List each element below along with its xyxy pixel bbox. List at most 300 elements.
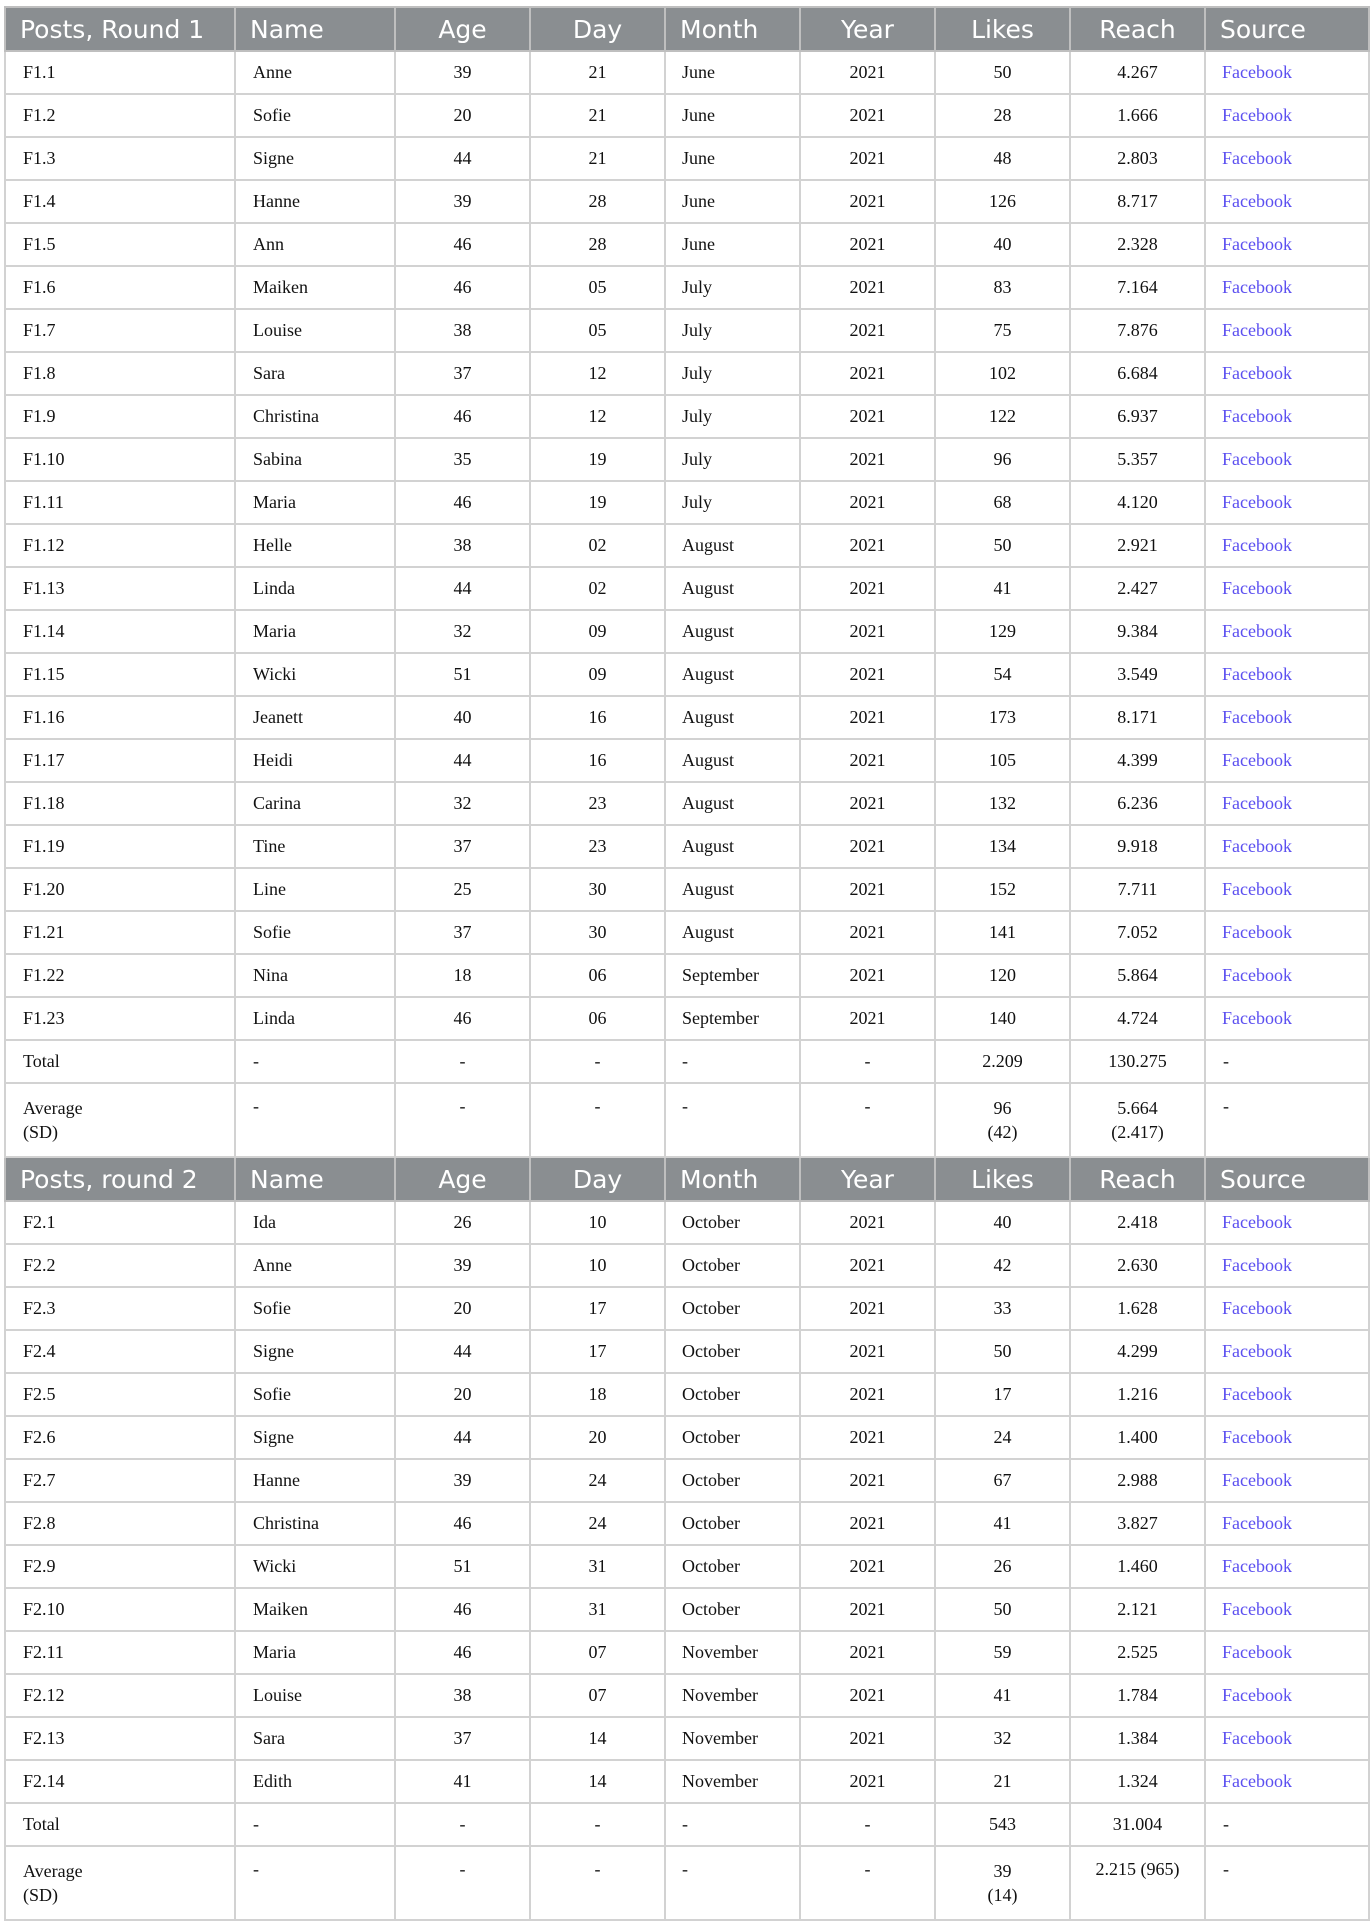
cell-likes: 33 xyxy=(935,1287,1070,1330)
cell-post-id: F1.9 xyxy=(5,395,235,438)
cell-post-id: F1.1 xyxy=(5,51,235,94)
source-link[interactable]: Facebook xyxy=(1205,94,1369,137)
source-link[interactable]: Facebook xyxy=(1205,868,1369,911)
source-link[interactable]: Facebook xyxy=(1205,223,1369,266)
source-link[interactable]: Facebook xyxy=(1205,1201,1369,1244)
source-link[interactable]: Facebook xyxy=(1205,782,1369,825)
cell-reach: 6.937 xyxy=(1070,395,1205,438)
cell-reach: 2.803 xyxy=(1070,137,1205,180)
table-row xyxy=(5,51,1369,94)
cell-year: 2021 xyxy=(800,524,935,567)
cell-post-id: F1.17 xyxy=(5,739,235,782)
source-link[interactable]: Facebook xyxy=(1205,1416,1369,1459)
cell-likes: 140 xyxy=(935,997,1070,1040)
cell-month: July xyxy=(665,309,800,352)
cell-likes: 75 xyxy=(935,309,1070,352)
average-year: - xyxy=(800,1846,935,1920)
source-link[interactable]: Facebook xyxy=(1205,1545,1369,1588)
cell-month: July xyxy=(665,395,800,438)
cell-year: 2021 xyxy=(800,954,935,997)
cell-day: 23 xyxy=(530,825,665,868)
cell-age: 41 xyxy=(395,1760,530,1803)
source-link[interactable]: Facebook xyxy=(1205,438,1369,481)
cell-name: Wicki xyxy=(235,653,395,696)
cell-age: 46 xyxy=(395,481,530,524)
table-row xyxy=(5,1330,1369,1373)
source-link[interactable]: Facebook xyxy=(1205,395,1369,438)
source-link[interactable]: Facebook xyxy=(1205,1588,1369,1631)
cell-name: Anne xyxy=(235,1244,395,1287)
cell-reach: 4.120 xyxy=(1070,481,1205,524)
source-link[interactable]: Facebook xyxy=(1205,1244,1369,1287)
cell-age: 20 xyxy=(395,1287,530,1330)
cell-post-id: F1.18 xyxy=(5,782,235,825)
cell-age: 38 xyxy=(395,1674,530,1717)
cell-name: Sabina xyxy=(235,438,395,481)
cell-likes: 152 xyxy=(935,868,1070,911)
cell-post-id: F2.8 xyxy=(5,1502,235,1545)
cell-name: Christina xyxy=(235,1502,395,1545)
cell-reach: 9.918 xyxy=(1070,825,1205,868)
cell-age: 37 xyxy=(395,825,530,868)
cell-post-id: F1.21 xyxy=(5,911,235,954)
cell-month: June xyxy=(665,137,800,180)
cell-day: 19 xyxy=(530,438,665,481)
round1-header-reach: Reach xyxy=(1070,7,1205,51)
cell-month: November xyxy=(665,1760,800,1803)
table-row xyxy=(5,1244,1369,1287)
cell-likes: 105 xyxy=(935,739,1070,782)
cell-month: July xyxy=(665,438,800,481)
cell-day: 16 xyxy=(530,739,665,782)
cell-likes: 126 xyxy=(935,180,1070,223)
cell-month: August xyxy=(665,825,800,868)
cell-year: 2021 xyxy=(800,481,935,524)
cell-reach: 6.684 xyxy=(1070,352,1205,395)
posts-table-container xyxy=(4,6,1368,1921)
cell-name: Helle xyxy=(235,524,395,567)
cell-reach: 3.827 xyxy=(1070,1502,1205,1545)
round2-header-post-id: Posts, round 2 xyxy=(5,1157,235,1201)
table-row xyxy=(5,1717,1369,1760)
source-link[interactable]: Facebook xyxy=(1205,1674,1369,1717)
table-row xyxy=(5,1588,1369,1631)
source-link[interactable]: Facebook xyxy=(1205,825,1369,868)
cell-reach: 2.988 xyxy=(1070,1459,1205,1502)
table-row xyxy=(5,481,1369,524)
average-month: - xyxy=(665,1083,800,1157)
cell-reach: 7.711 xyxy=(1070,868,1205,911)
total-post-id: Total xyxy=(5,1040,235,1083)
cell-day: 17 xyxy=(530,1330,665,1373)
cell-post-id: F2.12 xyxy=(5,1674,235,1717)
cell-reach: 1.628 xyxy=(1070,1287,1205,1330)
table-row xyxy=(5,1373,1369,1416)
average-reach-line2: (2.417) xyxy=(1111,1122,1164,1142)
cell-month: July xyxy=(665,352,800,395)
cell-reach: 4.724 xyxy=(1070,997,1205,1040)
cell-year: 2021 xyxy=(800,180,935,223)
cell-post-id: F2.10 xyxy=(5,1588,235,1631)
cell-year: 2021 xyxy=(800,739,935,782)
cell-year: 2021 xyxy=(800,1631,935,1674)
cell-name: Maria xyxy=(235,481,395,524)
cell-year: 2021 xyxy=(800,696,935,739)
cell-day: 31 xyxy=(530,1588,665,1631)
cell-age: 39 xyxy=(395,1459,530,1502)
cell-day: 14 xyxy=(530,1760,665,1803)
average-year: - xyxy=(800,1083,935,1157)
round1-header-likes: Likes xyxy=(935,7,1070,51)
cell-age: 37 xyxy=(395,911,530,954)
round2-header-day: Day xyxy=(530,1157,665,1201)
cell-day: 02 xyxy=(530,524,665,567)
cell-name: Maiken xyxy=(235,1588,395,1631)
average-label xyxy=(5,1846,235,1920)
cell-post-id: F2.14 xyxy=(5,1760,235,1803)
cell-likes: 67 xyxy=(935,1459,1070,1502)
source-link[interactable]: Facebook xyxy=(1205,567,1369,610)
cell-month: November xyxy=(665,1674,800,1717)
cell-age: 46 xyxy=(395,1502,530,1545)
cell-day: 09 xyxy=(530,610,665,653)
source-link[interactable]: Facebook xyxy=(1205,739,1369,782)
cell-year: 2021 xyxy=(800,825,935,868)
round1-header-row xyxy=(5,7,1369,51)
total-source: - xyxy=(1205,1803,1369,1846)
cell-post-id: F2.6 xyxy=(5,1416,235,1459)
cell-age: 46 xyxy=(395,1588,530,1631)
cell-year: 2021 xyxy=(800,352,935,395)
source-link[interactable]: Facebook xyxy=(1205,1330,1369,1373)
table-row xyxy=(5,1201,1369,1244)
cell-post-id: F2.5 xyxy=(5,1373,235,1416)
cell-reach: 2.328 xyxy=(1070,223,1205,266)
average-age: - xyxy=(395,1846,530,1920)
cell-age: 46 xyxy=(395,395,530,438)
cell-month: June xyxy=(665,94,800,137)
round2-total-row xyxy=(5,1803,1369,1846)
cell-post-id: F1.14 xyxy=(5,610,235,653)
cell-year: 2021 xyxy=(800,868,935,911)
cell-name: Signe xyxy=(235,137,395,180)
cell-day: 21 xyxy=(530,137,665,180)
source-link[interactable]: Facebook xyxy=(1205,1502,1369,1545)
round1-total-row xyxy=(5,1040,1369,1083)
source-link[interactable]: Facebook xyxy=(1205,1717,1369,1760)
cell-day: 06 xyxy=(530,997,665,1040)
cell-year: 2021 xyxy=(800,223,935,266)
cell-name: Jeanett xyxy=(235,696,395,739)
cell-age: 44 xyxy=(395,739,530,782)
cell-likes: 50 xyxy=(935,524,1070,567)
round1-header-day: Day xyxy=(530,7,665,51)
cell-name: Heidi xyxy=(235,739,395,782)
table-row xyxy=(5,1631,1369,1674)
average-likes-line2: (14) xyxy=(987,1885,1018,1905)
table-row xyxy=(5,1287,1369,1330)
cell-name: Signe xyxy=(235,1416,395,1459)
cell-likes: 41 xyxy=(935,567,1070,610)
cell-month: October xyxy=(665,1545,800,1588)
cell-month: August xyxy=(665,782,800,825)
average-reach-line1: 2.215 (965) xyxy=(1095,1859,1180,1879)
cell-name: Maiken xyxy=(235,266,395,309)
source-link[interactable]: Facebook xyxy=(1205,1631,1369,1674)
source-link[interactable]: Facebook xyxy=(1205,51,1369,94)
cell-day: 10 xyxy=(530,1244,665,1287)
cell-month: August xyxy=(665,696,800,739)
cell-name: Edith xyxy=(235,1760,395,1803)
cell-month: August xyxy=(665,739,800,782)
cell-reach: 2.630 xyxy=(1070,1244,1205,1287)
source-link[interactable]: Facebook xyxy=(1205,352,1369,395)
cell-day: 09 xyxy=(530,653,665,696)
cell-post-id: F2.9 xyxy=(5,1545,235,1588)
round2-header-reach: Reach xyxy=(1070,1157,1205,1201)
source-link[interactable]: Facebook xyxy=(1205,911,1369,954)
cell-year: 2021 xyxy=(800,1545,935,1588)
total-reach: 31.004 xyxy=(1070,1803,1205,1846)
cell-reach: 8.171 xyxy=(1070,696,1205,739)
table-row xyxy=(5,610,1369,653)
cell-reach: 6.236 xyxy=(1070,782,1205,825)
average-label xyxy=(5,1083,235,1157)
table-row xyxy=(5,567,1369,610)
average-likes xyxy=(935,1083,1070,1157)
cell-post-id: F1.15 xyxy=(5,653,235,696)
round1-header-month: Month xyxy=(665,7,800,51)
average-label-line1: Average xyxy=(23,1098,83,1118)
cell-name: Christina xyxy=(235,395,395,438)
cell-reach: 2.427 xyxy=(1070,567,1205,610)
table-row xyxy=(5,868,1369,911)
cell-reach: 2.121 xyxy=(1070,1588,1205,1631)
cell-age: 20 xyxy=(395,94,530,137)
source-link[interactable]: Facebook xyxy=(1205,954,1369,997)
source-link[interactable]: Facebook xyxy=(1205,481,1369,524)
source-link[interactable]: Facebook xyxy=(1205,653,1369,696)
cell-day: 12 xyxy=(530,395,665,438)
cell-likes: 173 xyxy=(935,696,1070,739)
cell-day: 24 xyxy=(530,1459,665,1502)
cell-year: 2021 xyxy=(800,1287,935,1330)
cell-day: 18 xyxy=(530,1373,665,1416)
cell-day: 23 xyxy=(530,782,665,825)
cell-likes: 32 xyxy=(935,1717,1070,1760)
cell-age: 46 xyxy=(395,997,530,1040)
table-row xyxy=(5,1545,1369,1588)
average-age: - xyxy=(395,1083,530,1157)
cell-year: 2021 xyxy=(800,1201,935,1244)
cell-likes: 50 xyxy=(935,51,1070,94)
table-row xyxy=(5,696,1369,739)
cell-month: October xyxy=(665,1588,800,1631)
cell-post-id: F1.22 xyxy=(5,954,235,997)
table-row xyxy=(5,1416,1369,1459)
cell-post-id: F1.12 xyxy=(5,524,235,567)
source-link[interactable]: Facebook xyxy=(1205,180,1369,223)
cell-month: June xyxy=(665,180,800,223)
average-reach xyxy=(1070,1846,1205,1920)
cell-post-id: F1.7 xyxy=(5,309,235,352)
cell-likes: 21 xyxy=(935,1760,1070,1803)
cell-age: 46 xyxy=(395,223,530,266)
cell-likes: 141 xyxy=(935,911,1070,954)
cell-day: 16 xyxy=(530,696,665,739)
cell-reach: 7.164 xyxy=(1070,266,1205,309)
cell-post-id: F2.13 xyxy=(5,1717,235,1760)
cell-year: 2021 xyxy=(800,653,935,696)
table-row xyxy=(5,438,1369,481)
cell-post-id: F1.11 xyxy=(5,481,235,524)
cell-month: June xyxy=(665,51,800,94)
cell-age: 25 xyxy=(395,868,530,911)
round2-header-row xyxy=(5,1157,1369,1201)
cell-day: 28 xyxy=(530,180,665,223)
cell-likes: 68 xyxy=(935,481,1070,524)
cell-year: 2021 xyxy=(800,1674,935,1717)
cell-age: 39 xyxy=(395,1244,530,1287)
cell-year: 2021 xyxy=(800,1502,935,1545)
cell-month: August xyxy=(665,868,800,911)
round2-header-month: Month xyxy=(665,1157,800,1201)
cell-post-id: F2.7 xyxy=(5,1459,235,1502)
cell-likes: 59 xyxy=(935,1631,1070,1674)
cell-day: 10 xyxy=(530,1201,665,1244)
cell-day: 31 xyxy=(530,1545,665,1588)
source-link[interactable]: Facebook xyxy=(1205,524,1369,567)
cell-year: 2021 xyxy=(800,1459,935,1502)
source-link[interactable]: Facebook xyxy=(1205,1459,1369,1502)
source-link[interactable]: Facebook xyxy=(1205,1373,1369,1416)
cell-year: 2021 xyxy=(800,438,935,481)
round1-header-post-id: Posts, Round 1 xyxy=(5,7,235,51)
source-link[interactable]: Facebook xyxy=(1205,309,1369,352)
cell-year: 2021 xyxy=(800,309,935,352)
cell-post-id: F1.16 xyxy=(5,696,235,739)
cell-age: 39 xyxy=(395,180,530,223)
cell-likes: 42 xyxy=(935,1244,1070,1287)
cell-post-id: F1.10 xyxy=(5,438,235,481)
cell-age: 20 xyxy=(395,1373,530,1416)
cell-month: August xyxy=(665,567,800,610)
total-age: - xyxy=(395,1803,530,1846)
cell-reach: 5.864 xyxy=(1070,954,1205,997)
total-month: - xyxy=(665,1803,800,1846)
table-row xyxy=(5,1760,1369,1803)
cell-month: October xyxy=(665,1244,800,1287)
average-likes xyxy=(935,1846,1070,1920)
source-link[interactable]: Facebook xyxy=(1205,266,1369,309)
cell-post-id: F1.20 xyxy=(5,868,235,911)
cell-reach: 1.460 xyxy=(1070,1545,1205,1588)
table-row xyxy=(5,997,1369,1040)
cell-name: Sofie xyxy=(235,911,395,954)
source-link[interactable]: Facebook xyxy=(1205,1760,1369,1803)
round2-header-age: Age xyxy=(395,1157,530,1201)
cell-reach: 8.717 xyxy=(1070,180,1205,223)
average-reach-line1: 5.664 xyxy=(1117,1098,1158,1118)
cell-reach: 9.384 xyxy=(1070,610,1205,653)
round1-header-source: Source xyxy=(1205,7,1369,51)
cell-month: October xyxy=(665,1416,800,1459)
cell-year: 2021 xyxy=(800,610,935,653)
cell-post-id: F1.8 xyxy=(5,352,235,395)
cell-name: Sofie xyxy=(235,1373,395,1416)
total-post-id: Total xyxy=(5,1803,235,1846)
cell-post-id: F2.2 xyxy=(5,1244,235,1287)
average-name: - xyxy=(235,1846,395,1920)
total-likes: 2.209 xyxy=(935,1040,1070,1083)
total-name: - xyxy=(235,1803,395,1846)
cell-age: 46 xyxy=(395,1631,530,1674)
cell-post-id: F2.3 xyxy=(5,1287,235,1330)
round2-header-name: Name xyxy=(235,1157,395,1201)
cell-name: Louise xyxy=(235,309,395,352)
cell-reach: 4.267 xyxy=(1070,51,1205,94)
cell-name: Ida xyxy=(235,1201,395,1244)
table-row xyxy=(5,739,1369,782)
source-link[interactable]: Facebook xyxy=(1205,610,1369,653)
cell-year: 2021 xyxy=(800,1330,935,1373)
cell-likes: 40 xyxy=(935,223,1070,266)
cell-year: 2021 xyxy=(800,997,935,1040)
cell-reach: 2.418 xyxy=(1070,1201,1205,1244)
cell-reach: 7.876 xyxy=(1070,309,1205,352)
cell-post-id: F1.13 xyxy=(5,567,235,610)
cell-likes: 132 xyxy=(935,782,1070,825)
total-year: - xyxy=(800,1803,935,1846)
source-link[interactable]: Facebook xyxy=(1205,997,1369,1040)
cell-name: Line xyxy=(235,868,395,911)
cell-day: 21 xyxy=(530,51,665,94)
cell-reach: 4.299 xyxy=(1070,1330,1205,1373)
table-row xyxy=(5,266,1369,309)
cell-post-id: F1.19 xyxy=(5,825,235,868)
cell-year: 2021 xyxy=(800,1717,935,1760)
cell-reach: 3.549 xyxy=(1070,653,1205,696)
cell-day: 30 xyxy=(530,868,665,911)
cell-year: 2021 xyxy=(800,266,935,309)
source-link[interactable]: Facebook xyxy=(1205,1287,1369,1330)
cell-reach: 1.324 xyxy=(1070,1760,1205,1803)
cell-name: Carina xyxy=(235,782,395,825)
table-row xyxy=(5,782,1369,825)
cell-likes: 134 xyxy=(935,825,1070,868)
average-source: - xyxy=(1205,1846,1369,1920)
cell-post-id: F2.11 xyxy=(5,1631,235,1674)
cell-age: 37 xyxy=(395,352,530,395)
average-likes-line2: (42) xyxy=(987,1122,1018,1142)
round1-header-year: Year xyxy=(800,7,935,51)
cell-likes: 28 xyxy=(935,94,1070,137)
source-link[interactable]: Facebook xyxy=(1205,137,1369,180)
average-label-line2: (SD) xyxy=(23,1122,58,1142)
cell-post-id: F2.4 xyxy=(5,1330,235,1373)
cell-likes: 17 xyxy=(935,1373,1070,1416)
cell-post-id: F2.1 xyxy=(5,1201,235,1244)
cell-day: 21 xyxy=(530,94,665,137)
table-row xyxy=(5,524,1369,567)
total-reach: 130.275 xyxy=(1070,1040,1205,1083)
cell-day: 07 xyxy=(530,1674,665,1717)
cell-day: 17 xyxy=(530,1287,665,1330)
cell-month: October xyxy=(665,1201,800,1244)
cell-age: 35 xyxy=(395,438,530,481)
source-link[interactable]: Facebook xyxy=(1205,696,1369,739)
cell-month: October xyxy=(665,1330,800,1373)
